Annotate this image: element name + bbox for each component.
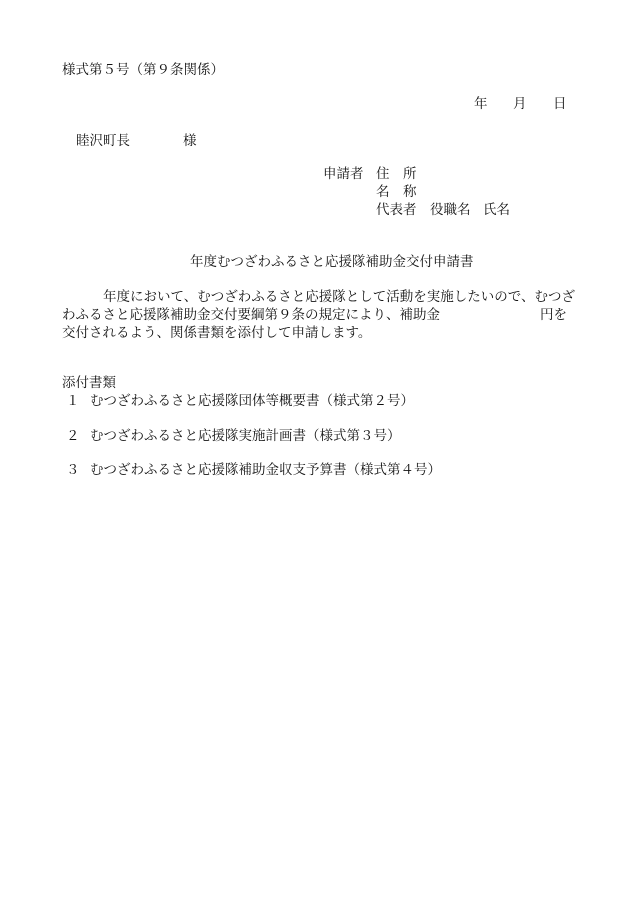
form-number: 様式第５号（第９条関係）	[62, 62, 224, 78]
body-line-1: 年度において、むつざわふるさと応援隊として活動を実施したいので、むつざ	[103, 289, 575, 305]
body-line-2: わふるさと応援隊補助金交付要綱第９条の規定により、補助金	[62, 307, 440, 323]
date-month: 月	[513, 96, 527, 112]
attachment-text: むつざわふるさと応援隊実施計画書（様式第３号）	[90, 428, 401, 444]
body-line-3: 交付されるよう、関係書類を添付して申請します。	[62, 325, 372, 341]
attachment-number: １	[66, 393, 80, 409]
body-line-2-yen: 円を	[540, 307, 567, 323]
attachment-text: むつざわふるさと応援隊補助金収支予算書（様式第４号）	[90, 462, 441, 478]
attachment-number: ２	[66, 428, 80, 444]
date-year: 年	[474, 96, 488, 112]
attachments-heading: 添付書類	[62, 375, 116, 391]
representative-label: 代表者	[376, 202, 417, 218]
applicant-name-label: 名 称	[376, 184, 417, 200]
representative-person-label: 氏名	[483, 202, 510, 218]
attachment-number: ３	[66, 462, 80, 478]
applicant-label: 申請者	[323, 166, 364, 182]
attachment-text: むつざわふるさと応援隊団体等概要書（様式第２号）	[90, 393, 414, 409]
addressee-name: 睦沢町長	[76, 133, 130, 149]
document-title: 年度むつざわふるさと応援隊補助金交付申請書	[190, 254, 474, 270]
addressee-honorific: 様	[183, 133, 197, 149]
date-day: 日	[553, 96, 567, 112]
representative-title-label: 役職名	[430, 202, 471, 218]
applicant-address-label: 住 所	[376, 166, 417, 182]
